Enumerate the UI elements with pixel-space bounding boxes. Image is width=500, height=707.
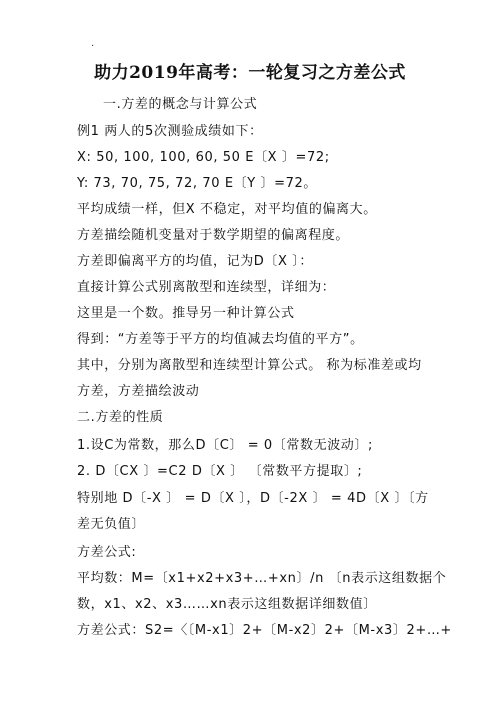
text-line: 方差即偏离平方的均值，记为D〔X 〕： (77, 254, 313, 269)
text-line: 方差公式：S2=〈〔M-x1〕2+〔M-x2〕2+〔M-x3〕2+…+ (77, 623, 452, 638)
text-line: 方差公式: (77, 545, 137, 560)
text-line: 方差描绘随机变量对于数学期望的偏离程度。 (77, 228, 350, 243)
section-heading-2: 二.方差的性质 (77, 410, 164, 425)
text-line: 这里是一个数。推导另一种计算公式 (77, 306, 295, 321)
text-line: 特别地 D〔-X 〕 = D〔X 〕，D〔-2X 〕 = 4D〔X 〕〔方 (77, 491, 429, 506)
text-line: 得到：“方差等于平方的均值减去均值的平方”。 (77, 332, 364, 347)
text-line: 1.设C为常数，那么D〔C〕 = 0〔常数无波动〕; (77, 438, 373, 453)
text-line: 例1 两人的5次测验成绩如下： (77, 124, 263, 139)
text-line: 平均数：M=〔x1+x2+x3+…+xn〕/n 〔n表示这组数据个 (77, 571, 447, 586)
page-title: 助力2019年高考：一轮复习之方差公式 (94, 63, 406, 83)
text-line: 2. D〔CX 〕=C2 D〔X 〕 〔常数平方提取〕; (77, 464, 363, 479)
text-line: X: 50, 100, 100, 60, 50 E〔X 〕=72; (77, 150, 330, 165)
section-heading-1: 一.方差的概念与计算公式 (103, 97, 258, 112)
text-line: 方差，方差描绘波动 (77, 384, 200, 399)
text-line: 差无负值〕 (77, 517, 146, 532)
text-line: 直接计算公式别离散型和连续型，详细为： (77, 280, 336, 295)
text-line: 平均成绩一样，但X 不稳定，对平均值的偏离大。 (77, 202, 377, 217)
page-dot: . (91, 38, 95, 49)
text-line: Y: 73, 70, 75, 72, 70 E〔Y 〕=72。 (77, 176, 317, 191)
text-line: 数，x1、x2、x3……xn表示这组数据详细数值〕 (77, 597, 377, 612)
text-line: 其中，分别为离散型和连续型计算公式。 称为标准差或均 (77, 358, 422, 373)
